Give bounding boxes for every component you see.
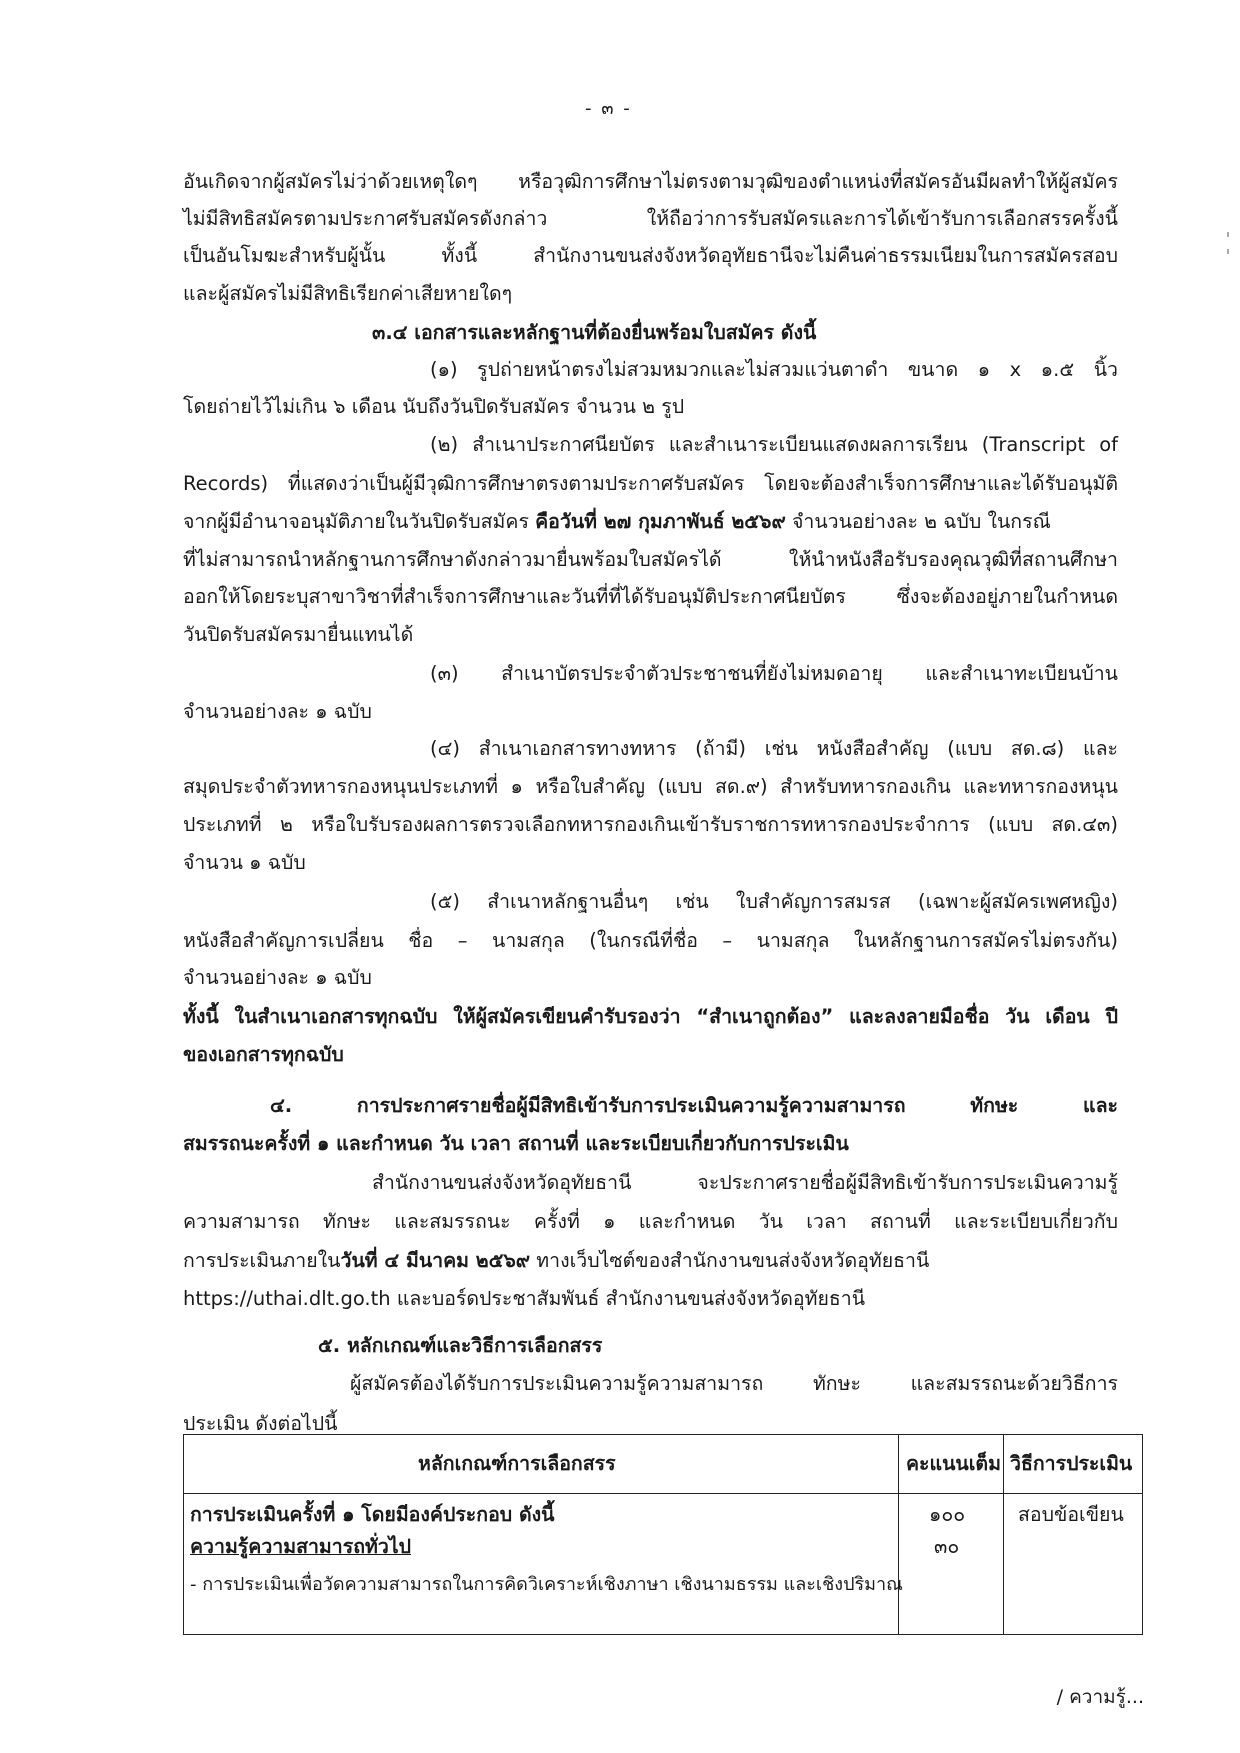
table-header-divider (184, 1493, 1142, 1494)
scan-edge-mark-icon (1226, 232, 1230, 258)
website-line: https://uthai.dlt.go.th และบอร์ดประชาสัมพันธ์ สำนักงานขนส่งจังหวัดอุทัยธานี (183, 1287, 866, 1310)
section-4-body-line-1: สำนักงานขนส่งจังหวัดอุทัยธานี จะประกาศรายชื่อผู้มีสิทธิเข้ารับการประเมินความรู้ (372, 1171, 1118, 1194)
item5-line-3: จำนวนอย่างละ ๑ ฉบับ (183, 966, 372, 989)
item4-line-1: (๔) สำเนาเอกสารทางทหาร (ถ้ามี) เช่น หนังสือสำคัญ (แบบ สด.๘) และ (430, 737, 1118, 760)
section-4-body-line-3 (183, 1249, 1118, 1272)
table-row1-subtitle: ความรู้ความสามารถทั่วไป (190, 1535, 411, 1558)
announce-date: วันที่ ๔ มีนาคม ๒๕๖๙ (340, 1249, 531, 1272)
item1-line-1: (๑) รูปถ่ายหน้าตรงไม่สวมหมวกและไม่สวมแว่นตาดำ ขนาด ๑ x ๑.๕ นิ้ว (430, 358, 1118, 381)
table-row1-title: การประเมินครั้งที่ ๑ โดยมีองค์ประกอบ ดังนี้ (190, 1503, 555, 1526)
item2-line-2: Records) ที่แสดงว่าเป็นผู้มีวุฒิการศึกษาตรงตามประกาศรับสมัคร โดยจะต้องสำเร็จการศึกษาและได้รับอนุมัติ (183, 472, 1118, 495)
item2-line-1: (๒) สำเนาประกาศนียบัตร และสำเนาระเบียนแสดงผลการเรียน (Transcript of (430, 433, 1118, 456)
table-col-divider-2 (1003, 1435, 1004, 1634)
item2-line-4: ที่ไม่สามารถนำหลักฐานการศึกษาดังกล่าวมายื่นพร้อมใบสมัครได้ ให้นำหนังสือรับรองคุณวุฒิที่สถานศึกษา (183, 548, 1118, 571)
section-4-heading-line-1: ๔. การประกาศรายชื่อผู้มีสิทธิเข้ารับการประเมินความรู้ความสามารถ ทักษะ และ (270, 1094, 1118, 1117)
table-row1-detail: - การประเมินเพื่อวัดความสามารถในการคิดวิเคราะห์เชิงภาษา เชิงนามธรรม และเชิงปริมาณ (190, 1574, 903, 1595)
section-5-heading: ๕. หลักเกณฑ์และวิธีการเลือกสรร (318, 1334, 603, 1357)
page-number: - ๓ - (585, 98, 632, 119)
note-line-1: ทั้งนี้ ในสำเนาเอกสารทุกฉบับ ให้ผู้สมัครเขียนคำรับรองว่า “สำเนาถูกต้อง” และลงลายมือชื่อ วัน เดือน ปี (183, 1005, 1118, 1028)
item3-line-1: (๓) สำเนาบัตรประจำตัวประชาชนที่ยังไม่หมดอายุ และสำเนาทะเบียนบ้าน (430, 662, 1118, 685)
deadline-date: คือวันที่ ๒๗ กุมภาพันธ์ ๒๕๖๙ (535, 510, 786, 533)
section-3-4-heading: ๓.๔ เอกสารและหลักฐานที่ต้องยื่นพร้อมใบสมัคร ดังนี้ (372, 321, 817, 344)
item2-line-5: ออกให้โดยระบุสาขาวิชาที่สำเร็จการศึกษาและวันที่ที่ได้รับอนุมัติประกาศนียบัตร ซึ่งจะต้องอยู่ภายในกำหนด (183, 585, 1118, 608)
item2-line-3 (183, 510, 1118, 533)
table-header-method: วิธีการประเมิน (1010, 1452, 1133, 1475)
item3-line-2: จำนวนอย่างละ ๑ ฉบับ (183, 700, 372, 723)
item4-line-2: สมุดประจำตัวทหารกองหนุนประเภทที่ ๑ หรือใบสำคัญ (แบบ สด.๙) สำหรับทหารกองเกิน และทหารกองหนุน (183, 775, 1118, 798)
section-4-body-line-3a: การประเมินภายใน (183, 1249, 341, 1272)
para-intro-line-2: ไม่มีสิทธิสมัครตามประกาศรับสมัครดังกล่าว ให้ถือว่าการรับสมัครและการได้เข้ารับการเลือกสรรครั้งนี้ (183, 207, 1118, 230)
table-row1-score-total: ๑๐๐ (929, 1503, 966, 1526)
criteria-table (183, 1434, 1143, 1635)
table-row1-method: สอบข้อเขียน (1018, 1503, 1124, 1526)
table-col-divider-1 (898, 1435, 899, 1634)
footer-continuation: / ความรู้... (1056, 1686, 1144, 1708)
table-header-criteria: หลักเกณฑ์การเลือกสรร (418, 1452, 616, 1475)
item5-line-2: หนังสือสำคัญการเปลี่ยน ชื่อ – นามสกุล (ในกรณีที่ชื่อ – นามสกุล ในหลักฐานการสมัครไม่ตรงกัน) (183, 929, 1118, 952)
section-5-body-line-1: ผู้สมัครต้องได้รับการประเมินความรู้ความสามารถ ทักษะ และสมรรถนะด้วยวิธีการ (350, 1372, 1118, 1395)
section-5-body-line-2: ประเมิน ดังต่อไปนี้ (183, 1412, 338, 1435)
item2-line-3c: จำนวนอย่างละ ๒ ฉบับ ในกรณี (791, 510, 1051, 533)
table-row1-score-sub: ๓๐ (934, 1535, 960, 1558)
para-intro-line-1: อันเกิดจากผู้สมัครไม่ว่าด้วยเหตุใดๆ หรือวุฒิการศึกษาไม่ตรงตามวุฒิของตำแหน่งที่สมัครอันมีผลทำให้ผู้สมัคร (183, 170, 1118, 193)
item5-line-1: (๕) สำเนาหลักฐานอื่นๆ เช่น ใบสำคัญการสมรส (เฉพาะผู้สมัครเพศหญิง) (430, 890, 1118, 913)
item4-line-3: ประเภทที่ ๒ หรือใบรับรองผลการตรวจเลือกทหารกองเกินเข้ารับราชการทหารกองประจำการ (แบบ สด.๔๓) (183, 813, 1118, 836)
table-header-score: คะแนนเต็ม (906, 1452, 1001, 1475)
item4-line-4: จำนวน ๑ ฉบับ (183, 851, 306, 874)
note-line-2: ของเอกสารทุกฉบับ (183, 1043, 344, 1066)
para-intro-line-3: เป็นอันโมฆะสำหรับผู้นั้น ทั้งนี้ สำนักงานขนส่งจังหวัดอุทัยธานีจะไม่คืนค่าธรรมเนียมในการสมัครสอบ (183, 244, 1118, 267)
section-4-heading-line-2: สมรรถนะครั้งที่ ๑ และกำหนด วัน เวลา สถานที่ และระเบียบเกี่ยวกับการประเมิน (183, 1132, 849, 1155)
section-4-body-line-2: ความสามารถ ทักษะ และสมรรถนะ ครั้งที่ ๑ และกำหนด วัน เวลา สถานที่ และระเบียบเกี่ยวกับ (183, 1210, 1118, 1233)
section-4-body-line-3c: ทางเว็บไซต์ของสำนักงานขนส่งจังหวัดอุทัยธานี (536, 1249, 930, 1272)
para-intro-line-4: และผู้สมัครไม่มีสิทธิเรียกค่าเสียหายใดๆ (183, 282, 513, 305)
item1-line-2: โดยถ่ายไว้ไม่เกิน ๖ เดือน นับถึงวันปิดรับสมัคร จำนวน ๒ รูป (183, 395, 685, 418)
item2-line-3a: จากผู้มีอำนาจอนุมัติภายในวันปิดรับสมัคร (183, 510, 529, 533)
item2-line-6: วันปิดรับสมัครมายื่นแทนได้ (183, 623, 414, 646)
scan-edge-mark (1226, 232, 1230, 258)
